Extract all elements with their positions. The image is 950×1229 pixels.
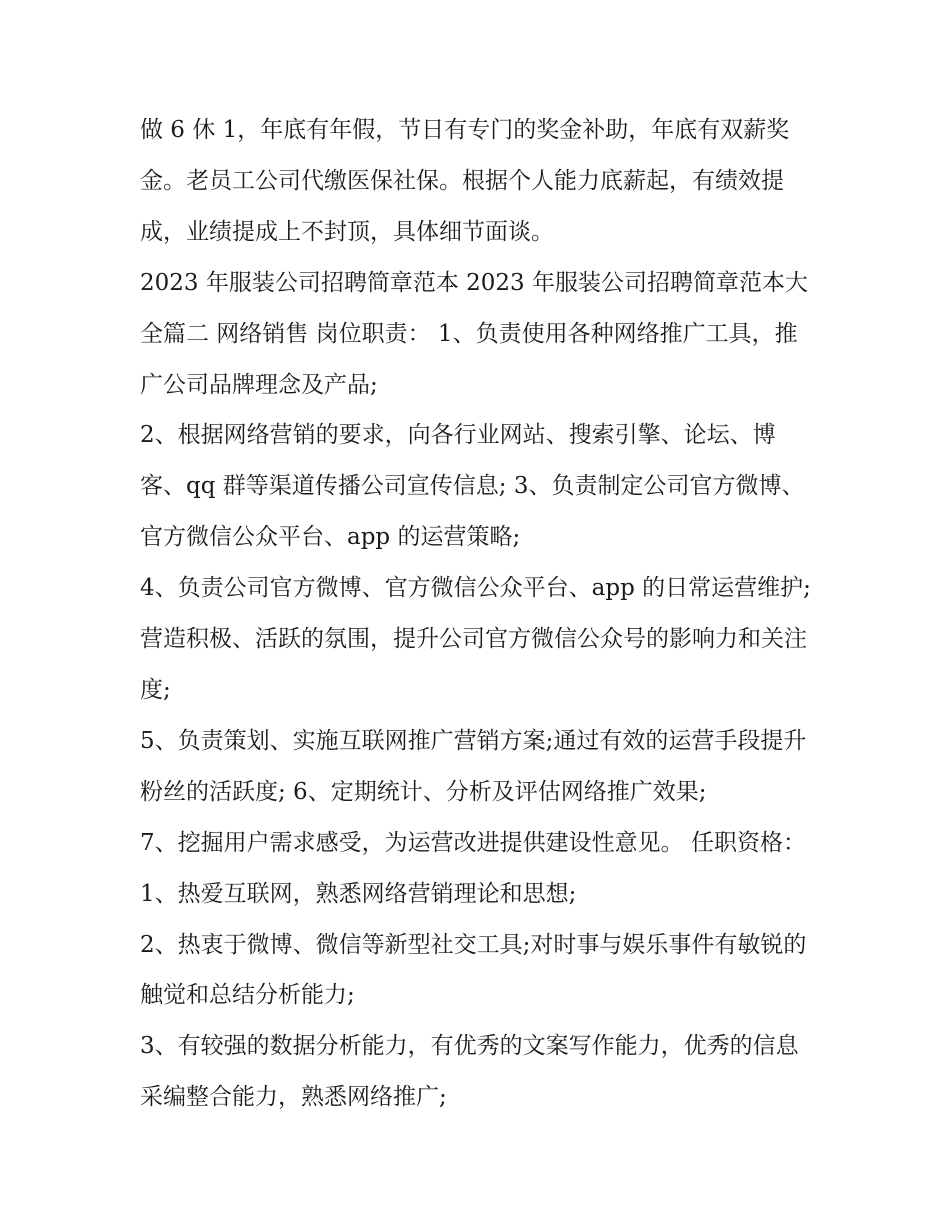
paragraph-job-title-intro: 2023 年服装公司招聘简章范本 2023 年服装公司招聘简章范本大全篇二 网络销售 岗位职责： 1、负责使用各种网络推广工具，推广公司品牌理念及产品;	[140, 269, 808, 398]
paragraph-duty-5-6: 5、负责策划、实施互联网推广营销方案;通过有效的运营手段提升粉丝的活跃度; 6、定期统计、分析及评估网络推广效果;	[140, 727, 807, 805]
paragraph-duty-7-requirements: 7、挖掘用户需求感受，为运营改进提供建设性意见。 任职资格： 1、热爱互联网，熟悉网络营销理论和思想;	[140, 829, 806, 907]
paragraph-duty-4: 4、负责公司官方微博、官方微信公众平台、app 的日常运营维护;营造积极、活跃的氛围，提升公司官方微信公众号的影响力和关注度;	[140, 575, 811, 703]
paragraph-duty-2-3: 2、根据网络营销的要求，向各行业网站、搜索引擎、论坛、博客、qq 群等渠道传播公司宣传信息; 3、负责制定公司官方微博、官方微信公众平台、app 的运营策略;	[140, 422, 805, 551]
paragraph-requirement-3: 3、有较强的数据分析能力，有优秀的文案写作能力，优秀的信息采编整合能力，熟悉网络推广;	[140, 1033, 799, 1111]
document-body	[140, 105, 820, 1123]
paragraph-benefits: 做 6 休 1，年底有年假，节日有专门的奖金补助，年底有双薪奖金。老员工公司代缴医保社保。根据个人能力底薪起，有绩效提成，业绩提成上不封顶，具体细节面谈。	[140, 117, 790, 245]
paragraph-requirement-2: 2、热衷于微博、微信等新型社交工具;对时事与娱乐事件有敏锐的触觉和总结分析能力;	[140, 931, 807, 1009]
